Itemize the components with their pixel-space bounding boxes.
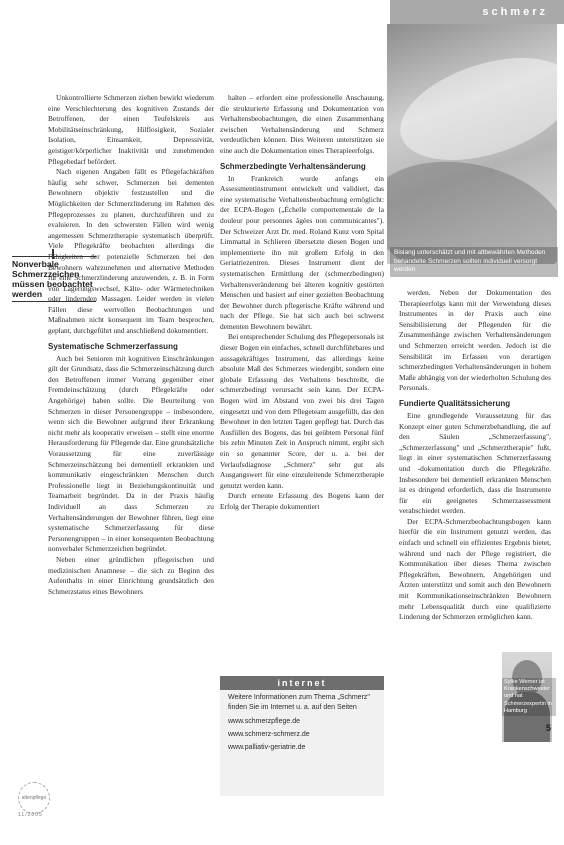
subheading: Schmerzbedingte Verhaltensänderung bbox=[220, 161, 366, 171]
article-photo bbox=[387, 24, 557, 264]
paragraph: Nach eigenen Angaben fällt es Pflegefachkräften häufig sehr schwer, Schmerzen bei dementen Bewohnern objektiv festzustellen und die Möglichkeiten der Schmerzlinderung im Rahmen des Pflegeprozesses zu planen, durchzuführen und zu evaluieren. In den schwersten Fällen wird wenig angemessen Schmerztherapie systematisch überprüft. Viele Pflegekräfte beobachten allerdings die Fähigkeiten der potenzielle Schmerzen bei den Bewohnern wahrzunehmen und alternative Methoden für eine Schmerzlinderung anzuwenden, z. B. in Form von Lagerungswechsel, Kälte- oder Wärmetechniken oder lindernden Massagen. Leider werden in vielen Fällen diese wertvollen Beobachtungen und Maßnahmen nicht konsequent im Team besprochen, geplant, durchgeführt und anschließend dokumentiert. bbox=[48, 167, 214, 336]
publisher-logo: altenpflege bbox=[18, 782, 50, 814]
photo-caption: Bislang unterschätzt und mit altbewährten Methoden behandelte Schmerzen sollten individuell versorgt werden bbox=[390, 247, 558, 277]
paragraph: Durch erneute Erfassung des Bogens kann der Erfolg der Therapie dokumentiert bbox=[220, 491, 384, 511]
issue-code: 11/2005 bbox=[18, 812, 43, 818]
pull-quote-text: Nonverbale Schmerzzeichen müssen beobachtet werden bbox=[12, 259, 93, 299]
paragraph: Neben einer gründlichen pflegerischen und medizinischen Anamnese – die sich zu Beginn des Aufenthalts in einer Einrichtung grundsätzlich den Schmerzstatus eines Bewohners bbox=[48, 554, 214, 596]
internet-box-title: internet bbox=[220, 676, 384, 690]
paragraph: In Frankreich wurde anfangs ein Assessmentinstrument entwickelt und validiert, das eine systematische Verhaltensbeobachtung ermöglicht: der ECPA-Bogen („Échelle comportementale de la douleur pour personnes âgées non communicantes"). Der Schweizer Arzt Dr. med. Roland Kunz vom Spital Limmattal in Schlieren übersetzte diesen Bogen und implementierte ihn mit großem Erfolg in den Geriatriezentren. Dieses Instrument dient der systematischen Ermittlung der (schmerzbedingten) Verhaltensveränderung bei älteren kognitiv gestörten Menschen und basiert auf einer gezielten Beobachtung der Bewohner durch pflegerische Kräfte während und nach der Pflege. Sie hat sich auch bei schwerst dementen Bewohnern bewährt. bbox=[220, 173, 384, 331]
section-label: schmerz bbox=[482, 6, 548, 18]
text-column-3 bbox=[399, 288, 551, 623]
photo-highlight bbox=[387, 38, 557, 179]
subheading: Fundierte Qualitätssicherung bbox=[399, 398, 511, 408]
internet-box-text: Weitere Informationen zum Thema „Schmerz" finden Sie im Internet u. a. auf den Seiten bbox=[228, 694, 370, 711]
internet-info-box bbox=[220, 676, 384, 796]
paragraph: Unkontrollierte Schmerzen ziehen bewirkt wiederum eine Verschlechterung des kognitiven Zustands der Betroffenen, der einen Teufelskreis aus Mobilitätseinschränkung, Hilflosigkeit, Sozialer Isolation, Einsamkeit, Depressivität, geistiger/körperlicher Inaktivität und zunehmenden Pflegebedarf befördert. bbox=[48, 93, 214, 166]
section-header-bar bbox=[390, 0, 564, 24]
paragraph: Bei entsprechender Schulung des Pflegepersonals ist dieser Bogen ein einfaches, schnell durchführbares und aussagekräftiges Instrument, das allerdings keine absolute Maß des Schmerzes wiedergibt, sondern eine globale Erfassung des Verhaltens beschreibt, die schmerzbedingt verursacht sein kann. Der ECPA-Bogen wird im Abstand von zwei bis drei Tagen eingesetzt und von dem Pflegeteam ausgefüllt, das den Bewohner in den letzten Tagen gepflegt hat. Durch das Ausfüllen des Bogens, das bei geübtem Personal fünf bis zehn Minuten Zeit in Anspruch nimmt, ergibt sich ein so genannter Score, der u. a. bei der Verlaufsdiagnose „Schmerz" sehr gut als Ausgangswert für eine einzuleitende Schmerztherapie genutzt werden kann. bbox=[220, 332, 384, 490]
author-caption: Sylke Werner ist Krankenschwester und hat Schmerzexpertin in Hamburg bbox=[502, 678, 556, 716]
internet-link[interactable]: www.schmerz-schmerz.de bbox=[228, 731, 310, 738]
internet-link[interactable]: www.palliativ-geriatrie.de bbox=[228, 744, 306, 751]
paragraph: Auch bei Senioren mit kognitiven Einschränkungen gilt der Grundsatz, dass die Schmerzeinschätzung durch den Betroffenen immer Vorrang gegenüber einer Fremdeinschätzung (durch Pflegekräfte oder Angehörige) haben sollte. Die Beurteilung von Schmerzen in dieser Personengruppe – insbesondere, wenn sich die Bewohner aufgrund ihrer Erkrankung nicht mehr als kooperativ erweisen – stellt eine enorme Herausforderung für Pflegende dar. Eine grundsätzliche Voraussetzung für eine zuverlässige Schmerzeinschätzung bei dementiell erkrankten und kommunikativ eingeschränkten Menschen durch Professionelle liegt in Beziehungskontinuität und Teamarbeit begründet. Da in der Praxis häufig Individuell an dass Schmerzen zu Verhaltensänderungen der Bewohner führen, liegt eine systematische Schmerzerfassung für diese Personengruppen – in einer konsequenten Beobachtung nonverbaler Schmerzzeichen begründet. bbox=[48, 353, 214, 554]
paragraph: Eine grundlegende Voraussetzung für das Konzept einer guten Schmerzbehandlung, die auf den Säulen „Schmerzerfassung", „Schmerzerfassung" und „Schmerztherapie" fußt, liegt in einer systematischen Schmerzerfassung und -dokumentation durch die Pflegekräfte. Insbesondere bei dementiell erkrankten Menschen ist es dringend erforderlich, dass die Instrumente für ein geeignetes Schmerzassessment verabschiedet werden. bbox=[399, 410, 551, 516]
paragraph: Der ECPA-Schmerzbeobachtungsbogen kann hierfür die ein Instrument genutzt werden, das einfach und schnell ein effizientes Ergebnis bietet, während und nach der Pflege registriert, die Kommunikation über dieses Thema zwischen Pflegekräften, Bewohnern, Angehörigen und Ärzten unterstützt und somit auch den Bewohnern mit Kommunikationseinschränkten Bewohnern mehr Lebensqualität durch eine qualifizierte Linderung der Schmerzen ermöglichen kann. bbox=[399, 516, 551, 622]
page-number: 5 bbox=[546, 723, 552, 733]
paragraph: werden. Neben der Dokumentation des Therapieerfolgs kann mit der Verwendung dieses Instrumentes in der Praxis auch eine Sensibilisierung der Pflegenden für die Zusammenhänge zwischen Verhaltensänderungen und Schmerzen erreicht werden. Jedoch ist die Sensibilität im Erfassen von derartigen schmerzbedingten Verhaltensänderungen in hohem Maße abhängig von der wiederholten Schulung des Personals. bbox=[399, 288, 551, 393]
internet-link[interactable]: www.schmerzpflege.de bbox=[228, 718, 300, 725]
paragraph: halten – erfordert eine professionelle Anschauung, die strukturierte Erfassung und Dokumentation von Verhaltensbeobachtungen, die einen Zusammenhang zwischen Verhaltensänderung und Schmerz verdeutlichen können. Dies Weiteren unterstützen sie eine auch die Dokumentation eines Therapieerfolgs. bbox=[220, 93, 384, 155]
text-column-1 bbox=[48, 93, 214, 597]
text-column-2 bbox=[220, 93, 384, 513]
subheading: Systematische Schmerzerfassung bbox=[48, 341, 178, 351]
